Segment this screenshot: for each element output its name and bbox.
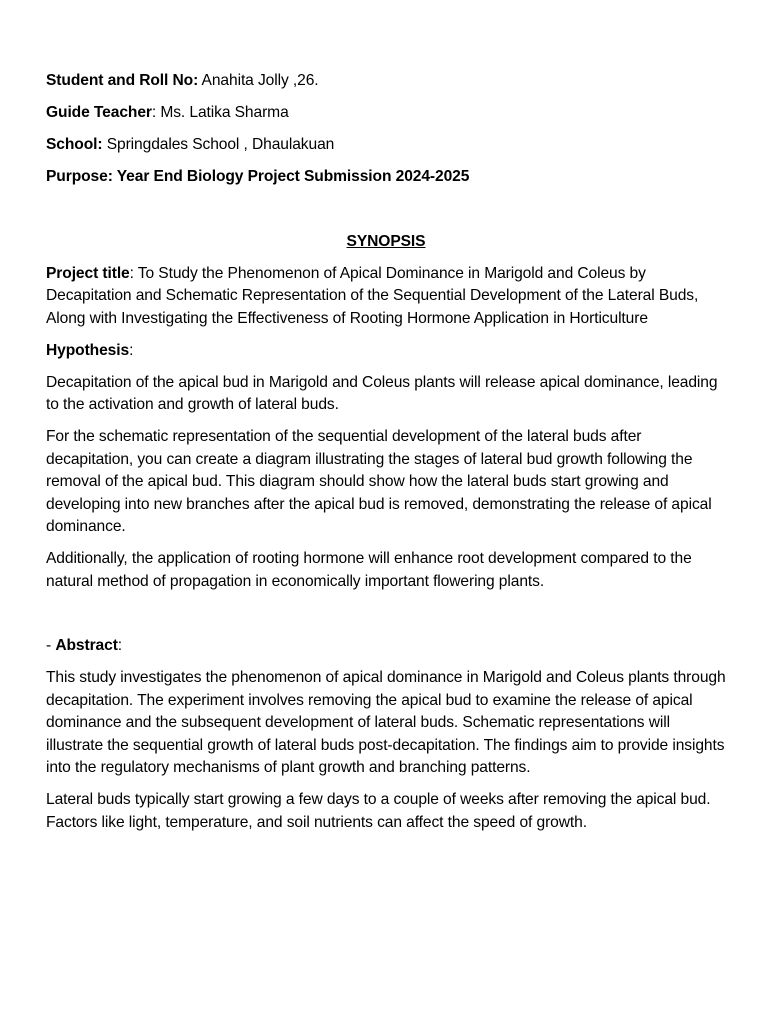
hypothesis-colon: : — [129, 341, 134, 359]
abstract-paragraph-1: This study investigates the phenomenon of apical dominance in Marigold and Coleus plants through decapitation. The experiment involves removing the apical bud to examine the release of apical dominance and the subsequent development of lateral buds. Schematic representations will illustrate the sequential growth of lateral buds post-decapitation. The findings aim to provide insights into the regulatory mechanisms of plant growth and branching patterns. — [46, 669, 726, 776]
hypothesis-paragraph-2: For the schematic representation of the sequential development of the lateral buds after decapitation, you can create a diagram illustrating the stages of lateral bud growth following the removal of the apical bud. This diagram should show how the lateral buds start growing and developing into new branches after the apical bud is removed, demonstrating the release of apical dominance. — [46, 428, 712, 535]
abstract-heading — [46, 635, 726, 658]
hypothesis-paragraph-3: Additionally, the application of rooting hormone will enhance root development compared to the natural method of propagation in economically important flowering plants. — [46, 550, 692, 590]
guide-line — [46, 102, 726, 125]
student-line — [46, 70, 726, 93]
guide-value: : Ms. Latika Sharma — [151, 104, 289, 121]
document-page — [46, 70, 726, 844]
project-title-label: Project title — [46, 264, 130, 282]
school-line — [46, 134, 726, 157]
abstract-paragraph-2: Lateral buds typically start growing a few days to a couple of weeks after removing the apical bud. Factors like light, temperature, and soil nutrients can affect the speed of growth. — [46, 791, 711, 831]
abstract-colon: : — [117, 637, 123, 654]
school-label: School: — [46, 136, 103, 153]
hypothesis-label: Hypothesis — [46, 341, 130, 359]
project-title-value: : To Study the Phenomenon of Apical Dominance in Marigold and Coleus by Decapitation and Schematic Representation of the Sequential Development of the Lateral Buds, Along with Investigating the Effectiveness of Rooting Hormone Application in Horticulture — [46, 264, 699, 327]
hypothesis-heading — [46, 340, 726, 363]
student-value: Anahita Jolly ,26. — [198, 72, 319, 89]
purpose-line — [46, 166, 726, 189]
synopsis-heading: SYNOPSIS — [346, 232, 426, 250]
student-label: Student and Roll No: — [46, 72, 199, 89]
school-value: Springdales School , Dhaulakuan — [102, 136, 335, 153]
abstract-label: Abstract — [55, 637, 118, 654]
hypothesis-paragraph-1: Decapitation of the apical bud in Marigold and Coleus plants will release apical dominance, leading to the activation and growth of lateral buds. — [46, 373, 718, 413]
purpose-text: Purpose: Year End Biology Project Submission 2024-2025 — [46, 168, 470, 185]
abstract-prefix: - — [46, 637, 56, 654]
project-title-paragraph — [46, 263, 726, 331]
guide-label: Guide Teacher — [46, 104, 152, 121]
